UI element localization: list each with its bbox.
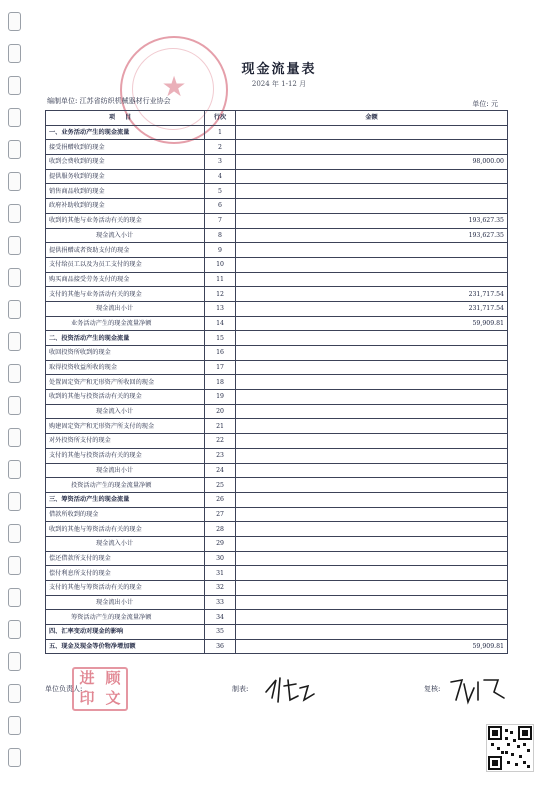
row-line-number: 19 (205, 390, 236, 405)
table-row (46, 448, 508, 463)
row-amount (236, 478, 508, 493)
organization-label: 编制单位: 江苏省纺织机械器材行业协会 (47, 97, 171, 105)
row-amount (236, 331, 508, 346)
row-amount (236, 536, 508, 551)
table-row (46, 155, 508, 170)
table-row (46, 125, 508, 140)
row-line-number: 9 (205, 243, 236, 258)
row-amount (236, 492, 508, 507)
header-line: 行次 (205, 111, 236, 126)
row-line-number: 15 (205, 331, 236, 346)
ring-icon (8, 588, 21, 607)
binding-holes (0, 0, 34, 788)
row-line-number: 20 (205, 404, 236, 419)
table-row (46, 331, 508, 346)
row-line-number: 27 (205, 507, 236, 522)
table-row (46, 492, 508, 507)
header-amount: 金额 (236, 111, 508, 126)
row-amount: 59,909.81 (236, 316, 508, 331)
row-amount (236, 169, 508, 184)
row-item: 购建固定资产和无形资产所支付的现金 (46, 419, 205, 434)
row-line-number: 13 (205, 301, 236, 316)
table-row (46, 434, 508, 449)
table-row (46, 478, 508, 493)
row-line-number: 18 (205, 375, 236, 390)
ring-icon (8, 140, 21, 159)
ring-icon (8, 492, 21, 511)
table-row (46, 287, 508, 302)
row-amount (236, 507, 508, 522)
table-row (46, 595, 508, 610)
row-line-number: 1 (205, 125, 236, 140)
row-amount (236, 595, 508, 610)
row-item: 支付的其他与投资活动有关的现金 (46, 448, 205, 463)
row-item: 四、汇率变动对现金的影响 (46, 625, 205, 640)
table-row (46, 257, 508, 272)
row-item: 提供服务收到的现金 (46, 169, 205, 184)
ring-icon (8, 652, 21, 671)
row-item: 偿还借款所支付的现金 (46, 551, 205, 566)
row-item: 收到的其他与筹资活动有关的现金 (46, 522, 205, 537)
row-amount (236, 390, 508, 405)
ring-icon (8, 108, 21, 127)
row-item: 筹资活动产生的现金流量净额 (46, 610, 205, 625)
row-line-number: 30 (205, 551, 236, 566)
table-row (46, 228, 508, 243)
table-row (46, 184, 508, 199)
row-amount (236, 625, 508, 640)
ring-icon (8, 236, 21, 255)
row-item: 提供捐赠或者资助支付的现金 (46, 243, 205, 258)
row-line-number: 34 (205, 610, 236, 625)
report-period: 2024 年 1-12 月 (251, 80, 307, 88)
row-item: 收到会费收到的现金 (46, 155, 205, 170)
ring-icon (8, 396, 21, 415)
reviewer-signature (448, 674, 510, 706)
ring-icon (8, 12, 21, 31)
row-amount (236, 434, 508, 449)
row-item: 现金流出小计 (46, 595, 205, 610)
table-row (46, 199, 508, 214)
row-amount (236, 566, 508, 581)
cash-flow-table (45, 110, 508, 654)
row-item: 支付的其他与业务活动有关的现金 (46, 287, 205, 302)
table-row (46, 213, 508, 228)
table-row (46, 140, 508, 155)
row-amount (236, 199, 508, 214)
row-line-number: 28 (205, 522, 236, 537)
row-item: 五、现金及现金等价物净增加额 (46, 639, 205, 654)
table-row (46, 272, 508, 287)
row-amount (236, 463, 508, 478)
row-amount (236, 419, 508, 434)
row-amount: 231,717.54 (236, 287, 508, 302)
row-item: 政府补助收到的现金 (46, 199, 205, 214)
table-row (46, 566, 508, 581)
row-item: 取得投资收益所收的现金 (46, 360, 205, 375)
row-amount (236, 257, 508, 272)
table-row (46, 536, 508, 551)
table-row (46, 610, 508, 625)
row-line-number: 26 (205, 492, 236, 507)
row-line-number: 7 (205, 213, 236, 228)
preparer-label: 制表: (232, 685, 249, 693)
table-row (46, 360, 508, 375)
qr-code-icon (486, 724, 534, 772)
table-row (46, 639, 508, 654)
row-item: 对外投资所支付的现金 (46, 434, 205, 449)
table-row (46, 404, 508, 419)
ring-icon (8, 748, 21, 767)
table-row (46, 169, 508, 184)
row-amount (236, 184, 508, 199)
row-line-number: 14 (205, 316, 236, 331)
row-amount: 193,627.35 (236, 213, 508, 228)
qr-code-pattern (487, 725, 533, 771)
table-row (46, 390, 508, 405)
row-item: 偿付利息所支付的现金 (46, 566, 205, 581)
ring-icon (8, 300, 21, 319)
table-row (46, 375, 508, 390)
row-item: 收回投资所收到的现金 (46, 346, 205, 361)
row-amount (236, 551, 508, 566)
row-line-number: 22 (205, 434, 236, 449)
row-line-number: 24 (205, 463, 236, 478)
ring-icon (8, 556, 21, 575)
table-row (46, 507, 508, 522)
ring-icon (8, 268, 21, 287)
row-line-number: 21 (205, 419, 236, 434)
row-line-number: 16 (205, 346, 236, 361)
ring-icon (8, 364, 21, 383)
row-item: 现金流入小计 (46, 536, 205, 551)
row-amount (236, 448, 508, 463)
row-amount (236, 272, 508, 287)
table-row (46, 463, 508, 478)
stamp-char: 顾 (105, 669, 121, 687)
row-amount: 98,000.00 (236, 155, 508, 170)
row-amount (236, 375, 508, 390)
table-row (46, 522, 508, 537)
row-item: 现金流出小计 (46, 301, 205, 316)
ring-icon (8, 620, 21, 639)
table-row (46, 419, 508, 434)
table-row (46, 581, 508, 596)
row-amount (236, 522, 508, 537)
preparer-signature (262, 672, 320, 706)
row-item: 借款所收到的现金 (46, 507, 205, 522)
ring-icon (8, 428, 21, 447)
table-row (46, 346, 508, 361)
row-item: 支付给员工以及为员工支付的现金 (46, 257, 205, 272)
table-row (46, 316, 508, 331)
row-item: 业务活动产生的现金流量净额 (46, 316, 205, 331)
row-item: 三、筹资活动产生的现金流量 (46, 492, 205, 507)
row-line-number: 10 (205, 257, 236, 272)
ring-icon (8, 716, 21, 735)
row-item: 现金流出小计 (46, 463, 205, 478)
row-item: 一、业务活动产生的现金流量 (46, 125, 205, 140)
table-row (46, 625, 508, 640)
row-amount (236, 610, 508, 625)
row-line-number: 11 (205, 272, 236, 287)
row-line-number: 12 (205, 287, 236, 302)
row-item: 现金流入小计 (46, 404, 205, 419)
row-line-number: 5 (205, 184, 236, 199)
row-item: 处置固定资产和无形资产所收回的现金 (46, 375, 205, 390)
row-item: 收到的其他与投资活动有关的现金 (46, 390, 205, 405)
stamp-char: 印 (79, 689, 95, 707)
reviewer-label: 复核: (424, 685, 441, 693)
row-item: 收到的其他与业务活动有关的现金 (46, 213, 205, 228)
table-header-row (46, 111, 508, 126)
ring-icon (8, 204, 21, 223)
row-line-number: 32 (205, 581, 236, 596)
seal-star-icon: ★ (161, 70, 187, 103)
ring-icon (8, 524, 21, 543)
row-line-number: 36 (205, 639, 236, 654)
ring-icon (8, 460, 21, 479)
row-line-number: 29 (205, 536, 236, 551)
row-amount (236, 404, 508, 419)
row-amount: 193,627.35 (236, 228, 508, 243)
row-amount (236, 243, 508, 258)
row-line-number: 4 (205, 169, 236, 184)
row-line-number: 25 (205, 478, 236, 493)
row-line-number: 3 (205, 155, 236, 170)
row-line-number: 6 (205, 199, 236, 214)
page-title: 现金流量表 (241, 62, 317, 77)
row-amount: 59,909.81 (236, 639, 508, 654)
row-item: 投资活动产生的现金流量净额 (46, 478, 205, 493)
stamp-char: 进 (79, 669, 95, 687)
row-amount (236, 581, 508, 596)
row-amount (236, 360, 508, 375)
unit-head-label: 单位负责人: (45, 685, 83, 693)
row-item: 购买商品接受劳务支付的现金 (46, 272, 205, 287)
row-line-number: 33 (205, 595, 236, 610)
table-row (46, 243, 508, 258)
row-item: 支付的其他与筹资活动有关的现金 (46, 581, 205, 596)
stamp-char: 文 (105, 689, 121, 707)
row-item: 二、投资活动产生的现金流量 (46, 331, 205, 346)
row-line-number: 8 (205, 228, 236, 243)
row-item: 接受捐赠收到的现金 (46, 140, 205, 155)
row-item: 现金流入小计 (46, 228, 205, 243)
row-amount (236, 140, 508, 155)
table-row (46, 301, 508, 316)
row-line-number: 31 (205, 566, 236, 581)
row-amount: 231,717.54 (236, 301, 508, 316)
row-line-number: 2 (205, 140, 236, 155)
row-line-number: 23 (205, 448, 236, 463)
ring-icon (8, 684, 21, 703)
row-item: 销售商品收到的现金 (46, 184, 205, 199)
header-item: 项目 (46, 111, 205, 126)
ring-icon (8, 332, 21, 351)
row-line-number: 35 (205, 625, 236, 640)
row-amount (236, 346, 508, 361)
table-row (46, 551, 508, 566)
currency-unit: 单位: 元 (472, 100, 498, 108)
row-amount (236, 125, 508, 140)
row-line-number: 17 (205, 360, 236, 375)
ring-icon (8, 172, 21, 191)
